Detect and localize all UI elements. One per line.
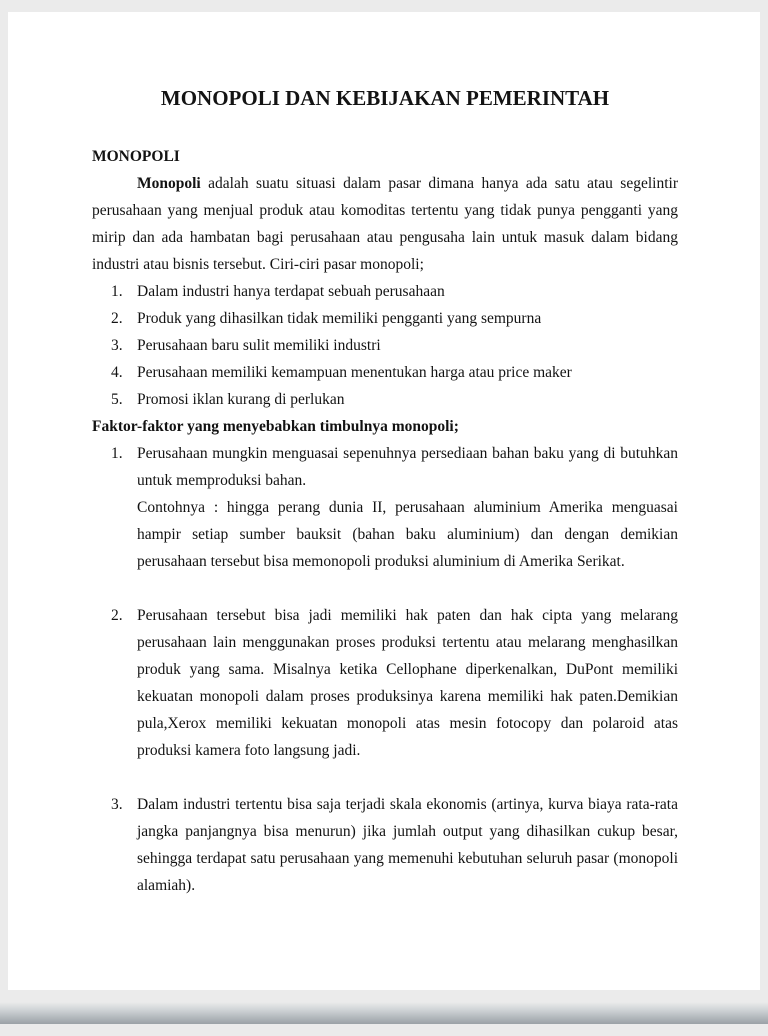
list-item-text: Dalam industri hanya terdapat sebuah perusahaan xyxy=(137,283,445,300)
intro-text: adalah suatu situasi dalam pasar dimana hanya ada satu atau segelintir perusahaan yang menjual produk atau komoditas tertentu yang tidak punya pengganti yang mirip dan ada hambatan bagi perusahaan atau pengusaha lain untuk masuk dalam bidang industri atau bisnis tersebut. Ciri-ciri pasar monopoli; xyxy=(92,175,678,273)
list-item-text: Perusahaan memiliki kemampuan menentukan harga atau price maker xyxy=(137,364,572,381)
list-item-text: Perusahaan baru sulit memiliki industri xyxy=(137,337,381,354)
list-item-number: 4. xyxy=(111,364,123,381)
faktor-item xyxy=(92,440,678,575)
list-item-text: Produk yang dihasilkan tidak memiliki pengganti yang sempurna xyxy=(137,310,542,327)
section-heading-faktor: Faktor-faktor yang menyebabkan timbulnya monopoli; xyxy=(92,418,459,435)
faktor-list xyxy=(92,440,678,899)
intro-paragraph xyxy=(92,170,678,278)
list-item xyxy=(92,359,678,386)
document-title: MONOPOLI DAN KEBIJAKAN PEMERINTAH xyxy=(160,86,610,110)
document-body xyxy=(92,143,678,899)
list-item xyxy=(92,305,678,332)
list-item-number: 2. xyxy=(111,310,123,327)
faktor-item xyxy=(92,602,678,764)
list-item-number: 1. xyxy=(111,283,123,300)
intro-lead-word: Monopoli xyxy=(137,175,201,192)
list-item-number: 5. xyxy=(111,391,123,408)
list-item xyxy=(92,332,678,359)
list-item-number: 1. xyxy=(111,445,123,462)
list-item xyxy=(92,278,678,305)
list-item-text: Promosi iklan kurang di perlukan xyxy=(137,391,345,408)
list-item-number: 3. xyxy=(111,337,123,354)
faktor-paragraph: Dalam industri tertentu bisa saja terjadi skala ekonomis (artinya, kurva biaya rata-rata jangka panjangnya bisa menurun) jika jumlah output yang dihasilkan cukup besar, sehingga terdapat satu perusahaan yang memenuhi kebutuhan seluruh pasar (monopoli alamiah). xyxy=(137,796,678,894)
document-page xyxy=(8,12,760,990)
ciri-pasar-monopoli-list xyxy=(92,278,678,413)
faktor-paragraph: Perusahaan tersebut bisa jadi memiliki hak paten dan hak cipta yang melarang perusahaan lain menggunakan proses produksi tertentu atau melarang menghasilkan produk yang sama. Misalnya ketika Cellophane diperkenalkan, DuPont memiliki kekuatan monopoli dalam proses produksinya karena memiliki hak paten.Demikian pula,Xerox memiliki kekuatan monopoli atas mesin fotocopy dan polaroid atas produksi kamera foto langsung jadi. xyxy=(137,607,678,759)
document-viewer xyxy=(0,12,768,1036)
list-item-number: 3. xyxy=(111,796,123,813)
list-item-number: 2. xyxy=(111,607,123,624)
page-bottom-gap xyxy=(0,990,768,1024)
list-item xyxy=(92,386,678,413)
faktor-item xyxy=(92,791,678,899)
faktor-paragraph: Contohnya : hingga perang dunia II, perusahaan aluminium Amerika menguasai hampir setiap sumber bauksit (bahan baku aluminium) dan dengan demikian perusahaan tersebut bisa memonopoli produksi aluminium di Amerika Serikat. xyxy=(137,499,678,570)
section-heading-monopoli: MONOPOLI xyxy=(92,148,180,165)
faktor-paragraph: Perusahaan mungkin menguasai sepenuhnya persediaan bahan baku yang di butuhkan untuk memproduksi bahan. xyxy=(137,445,678,489)
